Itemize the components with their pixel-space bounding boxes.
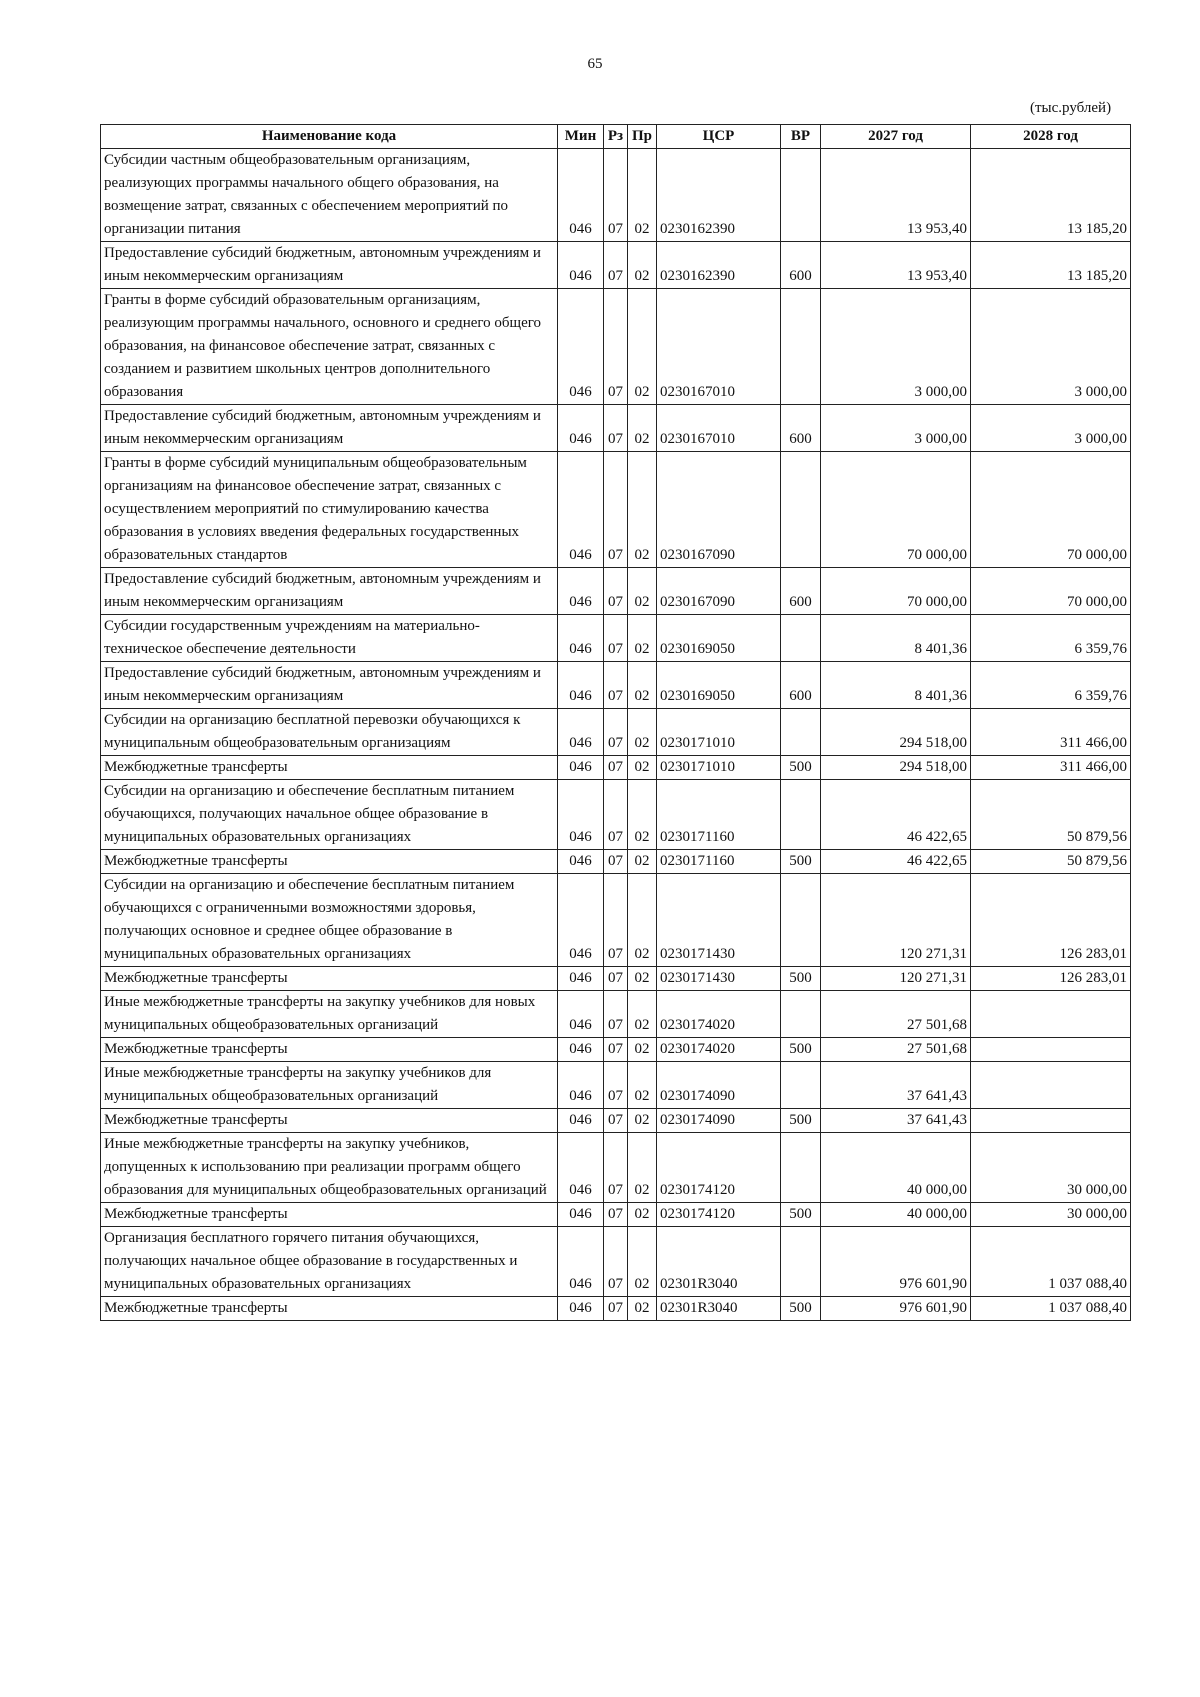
cell-vr	[781, 991, 821, 1038]
cell-pr: 02	[628, 991, 657, 1038]
cell-name: Гранты в форме субсидий муниципальным общеобразовательным организациям на финансовое обеспечение затрат, связанных с осуществлением мероприятий по стимулированию качества образования в условиях введения федеральных государственных образовательных стандартов	[101, 452, 558, 568]
cell-y2028: 3 000,00	[971, 405, 1131, 452]
table-row	[101, 756, 1131, 780]
cell-min: 046	[558, 568, 604, 615]
table-row	[101, 1038, 1131, 1062]
cell-pr: 02	[628, 405, 657, 452]
table-row	[101, 850, 1131, 874]
cell-y2027: 8 401,36	[821, 615, 971, 662]
cell-pr: 02	[628, 289, 657, 405]
cell-y2027: 40 000,00	[821, 1203, 971, 1227]
cell-y2027: 120 271,31	[821, 874, 971, 967]
budget-table	[100, 124, 1131, 1321]
cell-csr: 0230174090	[657, 1062, 781, 1109]
table-row	[101, 1203, 1131, 1227]
cell-rz: 07	[604, 874, 628, 967]
cell-y2028: 1 037 088,40	[971, 1227, 1131, 1297]
cell-pr: 02	[628, 1133, 657, 1203]
cell-vr	[781, 874, 821, 967]
cell-pr: 02	[628, 662, 657, 709]
cell-name: Межбюджетные трансферты	[101, 967, 558, 991]
cell-vr	[781, 1062, 821, 1109]
cell-csr: 0230169050	[657, 662, 781, 709]
cell-vr: 500	[781, 1297, 821, 1321]
cell-y2028: 13 185,20	[971, 149, 1131, 242]
cell-min: 046	[558, 452, 604, 568]
cell-y2027: 3 000,00	[821, 289, 971, 405]
cell-name: Предоставление субсидий бюджетным, автономным учреждениям и иным некоммерческим организациям	[101, 242, 558, 289]
cell-vr	[781, 1227, 821, 1297]
cell-csr: 0230174120	[657, 1203, 781, 1227]
cell-vr: 500	[781, 1109, 821, 1133]
cell-y2028	[971, 1109, 1131, 1133]
table-row	[101, 991, 1131, 1038]
cell-rz: 07	[604, 1062, 628, 1109]
table-row	[101, 615, 1131, 662]
cell-vr	[781, 780, 821, 850]
cell-rz: 07	[604, 1038, 628, 1062]
cell-vr: 500	[781, 967, 821, 991]
cell-y2028: 13 185,20	[971, 242, 1131, 289]
cell-name: Организация бесплатного горячего питания обучающихся, получающих начальное общее образование в государственных и муниципальных образовательных организациях	[101, 1227, 558, 1297]
table-row	[101, 1227, 1131, 1297]
cell-vr: 500	[781, 1038, 821, 1062]
header-csr: ЦСР	[657, 125, 781, 149]
cell-rz: 07	[604, 662, 628, 709]
cell-y2027: 976 601,90	[821, 1297, 971, 1321]
cell-pr: 02	[628, 1038, 657, 1062]
cell-csr: 0230171010	[657, 756, 781, 780]
table-body	[101, 149, 1131, 1321]
table-row	[101, 452, 1131, 568]
cell-rz: 07	[604, 149, 628, 242]
cell-pr: 02	[628, 1062, 657, 1109]
cell-y2028: 1 037 088,40	[971, 1297, 1131, 1321]
header-vr: ВР	[781, 125, 821, 149]
cell-csr: 0230174090	[657, 1109, 781, 1133]
table-row	[101, 1297, 1131, 1321]
cell-pr: 02	[628, 452, 657, 568]
cell-name: Иные межбюджетные трансферты на закупку учебников для новых муниципальных общеобразовательных организаций	[101, 991, 558, 1038]
cell-name: Субсидии частным общеобразовательным организациям, реализующих программы начального общего образования, на возмещение затрат, связанных с обеспечением мероприятий по организации питания	[101, 149, 558, 242]
cell-csr: 02301R3040	[657, 1297, 781, 1321]
cell-pr: 02	[628, 149, 657, 242]
cell-y2027: 3 000,00	[821, 405, 971, 452]
cell-csr: 0230167090	[657, 452, 781, 568]
units-label: (тыс.рублей)	[1030, 100, 1112, 116]
cell-csr: 0230167010	[657, 405, 781, 452]
cell-name: Межбюджетные трансферты	[101, 1297, 558, 1321]
cell-y2027: 37 641,43	[821, 1062, 971, 1109]
cell-csr: 0230167010	[657, 289, 781, 405]
cell-rz: 07	[604, 242, 628, 289]
table-row	[101, 242, 1131, 289]
cell-y2028: 311 466,00	[971, 709, 1131, 756]
cell-min: 046	[558, 615, 604, 662]
table-row	[101, 1133, 1131, 1203]
cell-y2028: 50 879,56	[971, 850, 1131, 874]
header-pr: Пр	[628, 125, 657, 149]
table-row	[101, 289, 1131, 405]
cell-pr: 02	[628, 850, 657, 874]
cell-y2027: 37 641,43	[821, 1109, 971, 1133]
cell-vr: 600	[781, 405, 821, 452]
cell-y2028: 6 359,76	[971, 615, 1131, 662]
cell-rz: 07	[604, 756, 628, 780]
cell-vr: 500	[781, 1203, 821, 1227]
cell-rz: 07	[604, 991, 628, 1038]
cell-y2028	[971, 1062, 1131, 1109]
page-number: 65	[587, 56, 603, 72]
cell-vr: 600	[781, 662, 821, 709]
cell-vr: 500	[781, 756, 821, 780]
cell-y2027: 294 518,00	[821, 756, 971, 780]
cell-pr: 02	[628, 1109, 657, 1133]
cell-csr: 0230162390	[657, 242, 781, 289]
cell-min: 046	[558, 1227, 604, 1297]
cell-pr: 02	[628, 756, 657, 780]
header-2028: 2028 год	[971, 125, 1131, 149]
cell-rz: 07	[604, 780, 628, 850]
cell-min: 046	[558, 1038, 604, 1062]
cell-name: Предоставление субсидий бюджетным, автономным учреждениям и иным некоммерческим организациям	[101, 568, 558, 615]
cell-min: 046	[558, 242, 604, 289]
table-header	[101, 125, 1131, 149]
table-row	[101, 405, 1131, 452]
cell-min: 046	[558, 850, 604, 874]
cell-pr: 02	[628, 780, 657, 850]
cell-name: Субсидии государственным учреждениям на материально-техническое обеспечение деятельности	[101, 615, 558, 662]
cell-y2027: 27 501,68	[821, 991, 971, 1038]
cell-name: Предоставление субсидий бюджетным, автономным учреждениям и иным некоммерческим организациям	[101, 405, 558, 452]
cell-y2027: 46 422,65	[821, 850, 971, 874]
cell-y2027: 27 501,68	[821, 1038, 971, 1062]
cell-min: 046	[558, 1062, 604, 1109]
table-row	[101, 874, 1131, 967]
table-row	[101, 1109, 1131, 1133]
cell-pr: 02	[628, 615, 657, 662]
cell-min: 046	[558, 991, 604, 1038]
cell-y2027: 120 271,31	[821, 967, 971, 991]
cell-csr: 0230171010	[657, 709, 781, 756]
cell-min: 046	[558, 149, 604, 242]
cell-y2028: 70 000,00	[971, 568, 1131, 615]
cell-y2028: 30 000,00	[971, 1203, 1131, 1227]
cell-rz: 07	[604, 405, 628, 452]
cell-rz: 07	[604, 1227, 628, 1297]
table-row	[101, 662, 1131, 709]
cell-rz: 07	[604, 709, 628, 756]
cell-vr	[781, 615, 821, 662]
cell-min: 046	[558, 967, 604, 991]
cell-pr: 02	[628, 1227, 657, 1297]
cell-name: Межбюджетные трансферты	[101, 756, 558, 780]
cell-y2027: 976 601,90	[821, 1227, 971, 1297]
cell-min: 046	[558, 662, 604, 709]
table-row	[101, 1062, 1131, 1109]
cell-name: Иные межбюджетные трансферты на закупку учебников для муниципальных общеобразовательных организаций	[101, 1062, 558, 1109]
cell-pr: 02	[628, 1203, 657, 1227]
table-row	[101, 967, 1131, 991]
cell-name: Межбюджетные трансферты	[101, 1109, 558, 1133]
cell-y2027: 13 953,40	[821, 242, 971, 289]
cell-name: Межбюджетные трансферты	[101, 1038, 558, 1062]
cell-csr: 0230171160	[657, 780, 781, 850]
cell-rz: 07	[604, 1109, 628, 1133]
header-rz: Рз	[604, 125, 628, 149]
cell-y2027: 13 953,40	[821, 149, 971, 242]
cell-min: 046	[558, 1297, 604, 1321]
cell-name: Субсидии на организацию бесплатной перевозки обучающихся к муниципальным общеобразовательным организациям	[101, 709, 558, 756]
cell-min: 046	[558, 874, 604, 967]
table-row	[101, 780, 1131, 850]
cell-y2028: 30 000,00	[971, 1133, 1131, 1203]
cell-name: Межбюджетные трансферты	[101, 1203, 558, 1227]
cell-vr: 600	[781, 242, 821, 289]
cell-pr: 02	[628, 568, 657, 615]
cell-rz: 07	[604, 615, 628, 662]
cell-csr: 02301R3040	[657, 1227, 781, 1297]
cell-y2027: 40 000,00	[821, 1133, 971, 1203]
cell-pr: 02	[628, 967, 657, 991]
cell-csr: 0230171160	[657, 850, 781, 874]
cell-min: 046	[558, 405, 604, 452]
cell-pr: 02	[628, 242, 657, 289]
cell-min: 046	[558, 1203, 604, 1227]
cell-y2028: 6 359,76	[971, 662, 1131, 709]
cell-min: 046	[558, 780, 604, 850]
cell-vr	[781, 709, 821, 756]
table-row	[101, 709, 1131, 756]
cell-y2028: 126 283,01	[971, 874, 1131, 967]
cell-y2028	[971, 1038, 1131, 1062]
cell-pr: 02	[628, 874, 657, 967]
cell-csr: 0230171430	[657, 874, 781, 967]
cell-vr: 500	[781, 850, 821, 874]
header-name: Наименование кода	[101, 125, 558, 149]
cell-csr: 0230162390	[657, 149, 781, 242]
cell-name: Иные межбюджетные трансферты на закупку учебников, допущенных к использованию при реализации программ общего образования для муниципальных общеобразовательных организаций	[101, 1133, 558, 1203]
cell-csr: 0230174020	[657, 1038, 781, 1062]
cell-min: 046	[558, 756, 604, 780]
cell-y2028: 311 466,00	[971, 756, 1131, 780]
cell-rz: 07	[604, 967, 628, 991]
header-min: Мин	[558, 125, 604, 149]
cell-rz: 07	[604, 289, 628, 405]
cell-vr	[781, 289, 821, 405]
cell-rz: 07	[604, 452, 628, 568]
cell-name: Субсидии на организацию и обеспечение бесплатным питанием обучающихся, получающих начальное общее образование в муниципальных образовательных организациях	[101, 780, 558, 850]
cell-name: Межбюджетные трансферты	[101, 850, 558, 874]
cell-y2027: 294 518,00	[821, 709, 971, 756]
table-row	[101, 568, 1131, 615]
cell-pr: 02	[628, 1297, 657, 1321]
cell-name: Предоставление субсидий бюджетным, автономным учреждениям и иным некоммерческим организациям	[101, 662, 558, 709]
cell-y2028: 70 000,00	[971, 452, 1131, 568]
cell-rz: 07	[604, 850, 628, 874]
cell-csr: 0230174120	[657, 1133, 781, 1203]
cell-min: 046	[558, 1109, 604, 1133]
cell-y2028: 126 283,01	[971, 967, 1131, 991]
table-row	[101, 149, 1131, 242]
cell-rz: 07	[604, 1133, 628, 1203]
cell-y2028	[971, 991, 1131, 1038]
cell-csr: 0230169050	[657, 615, 781, 662]
cell-y2027: 8 401,36	[821, 662, 971, 709]
header-2027: 2027 год	[821, 125, 971, 149]
cell-min: 046	[558, 709, 604, 756]
cell-vr	[781, 452, 821, 568]
cell-name: Гранты в форме субсидий образовательным организациям, реализующим программы начального, основного и среднего общего образования, на финансовое обеспечение затрат, связанных с созданием и развитием школьных центров дополнительного образования	[101, 289, 558, 405]
cell-name: Субсидии на организацию и обеспечение бесплатным питанием обучающихся с ограниченными возможностями здоровья, получающих основное и среднее общее образование в муниципальных образовательных организациях	[101, 874, 558, 967]
cell-rz: 07	[604, 1203, 628, 1227]
cell-vr	[781, 149, 821, 242]
cell-y2027: 70 000,00	[821, 452, 971, 568]
cell-csr: 0230167090	[657, 568, 781, 615]
cell-csr: 0230171430	[657, 967, 781, 991]
cell-vr	[781, 1133, 821, 1203]
cell-min: 046	[558, 289, 604, 405]
cell-y2028: 50 879,56	[971, 780, 1131, 850]
cell-y2028: 3 000,00	[971, 289, 1131, 405]
cell-min: 046	[558, 1133, 604, 1203]
cell-y2027: 70 000,00	[821, 568, 971, 615]
cell-y2027: 46 422,65	[821, 780, 971, 850]
cell-vr: 600	[781, 568, 821, 615]
cell-pr: 02	[628, 709, 657, 756]
cell-csr: 0230174020	[657, 991, 781, 1038]
cell-rz: 07	[604, 1297, 628, 1321]
cell-rz: 07	[604, 568, 628, 615]
